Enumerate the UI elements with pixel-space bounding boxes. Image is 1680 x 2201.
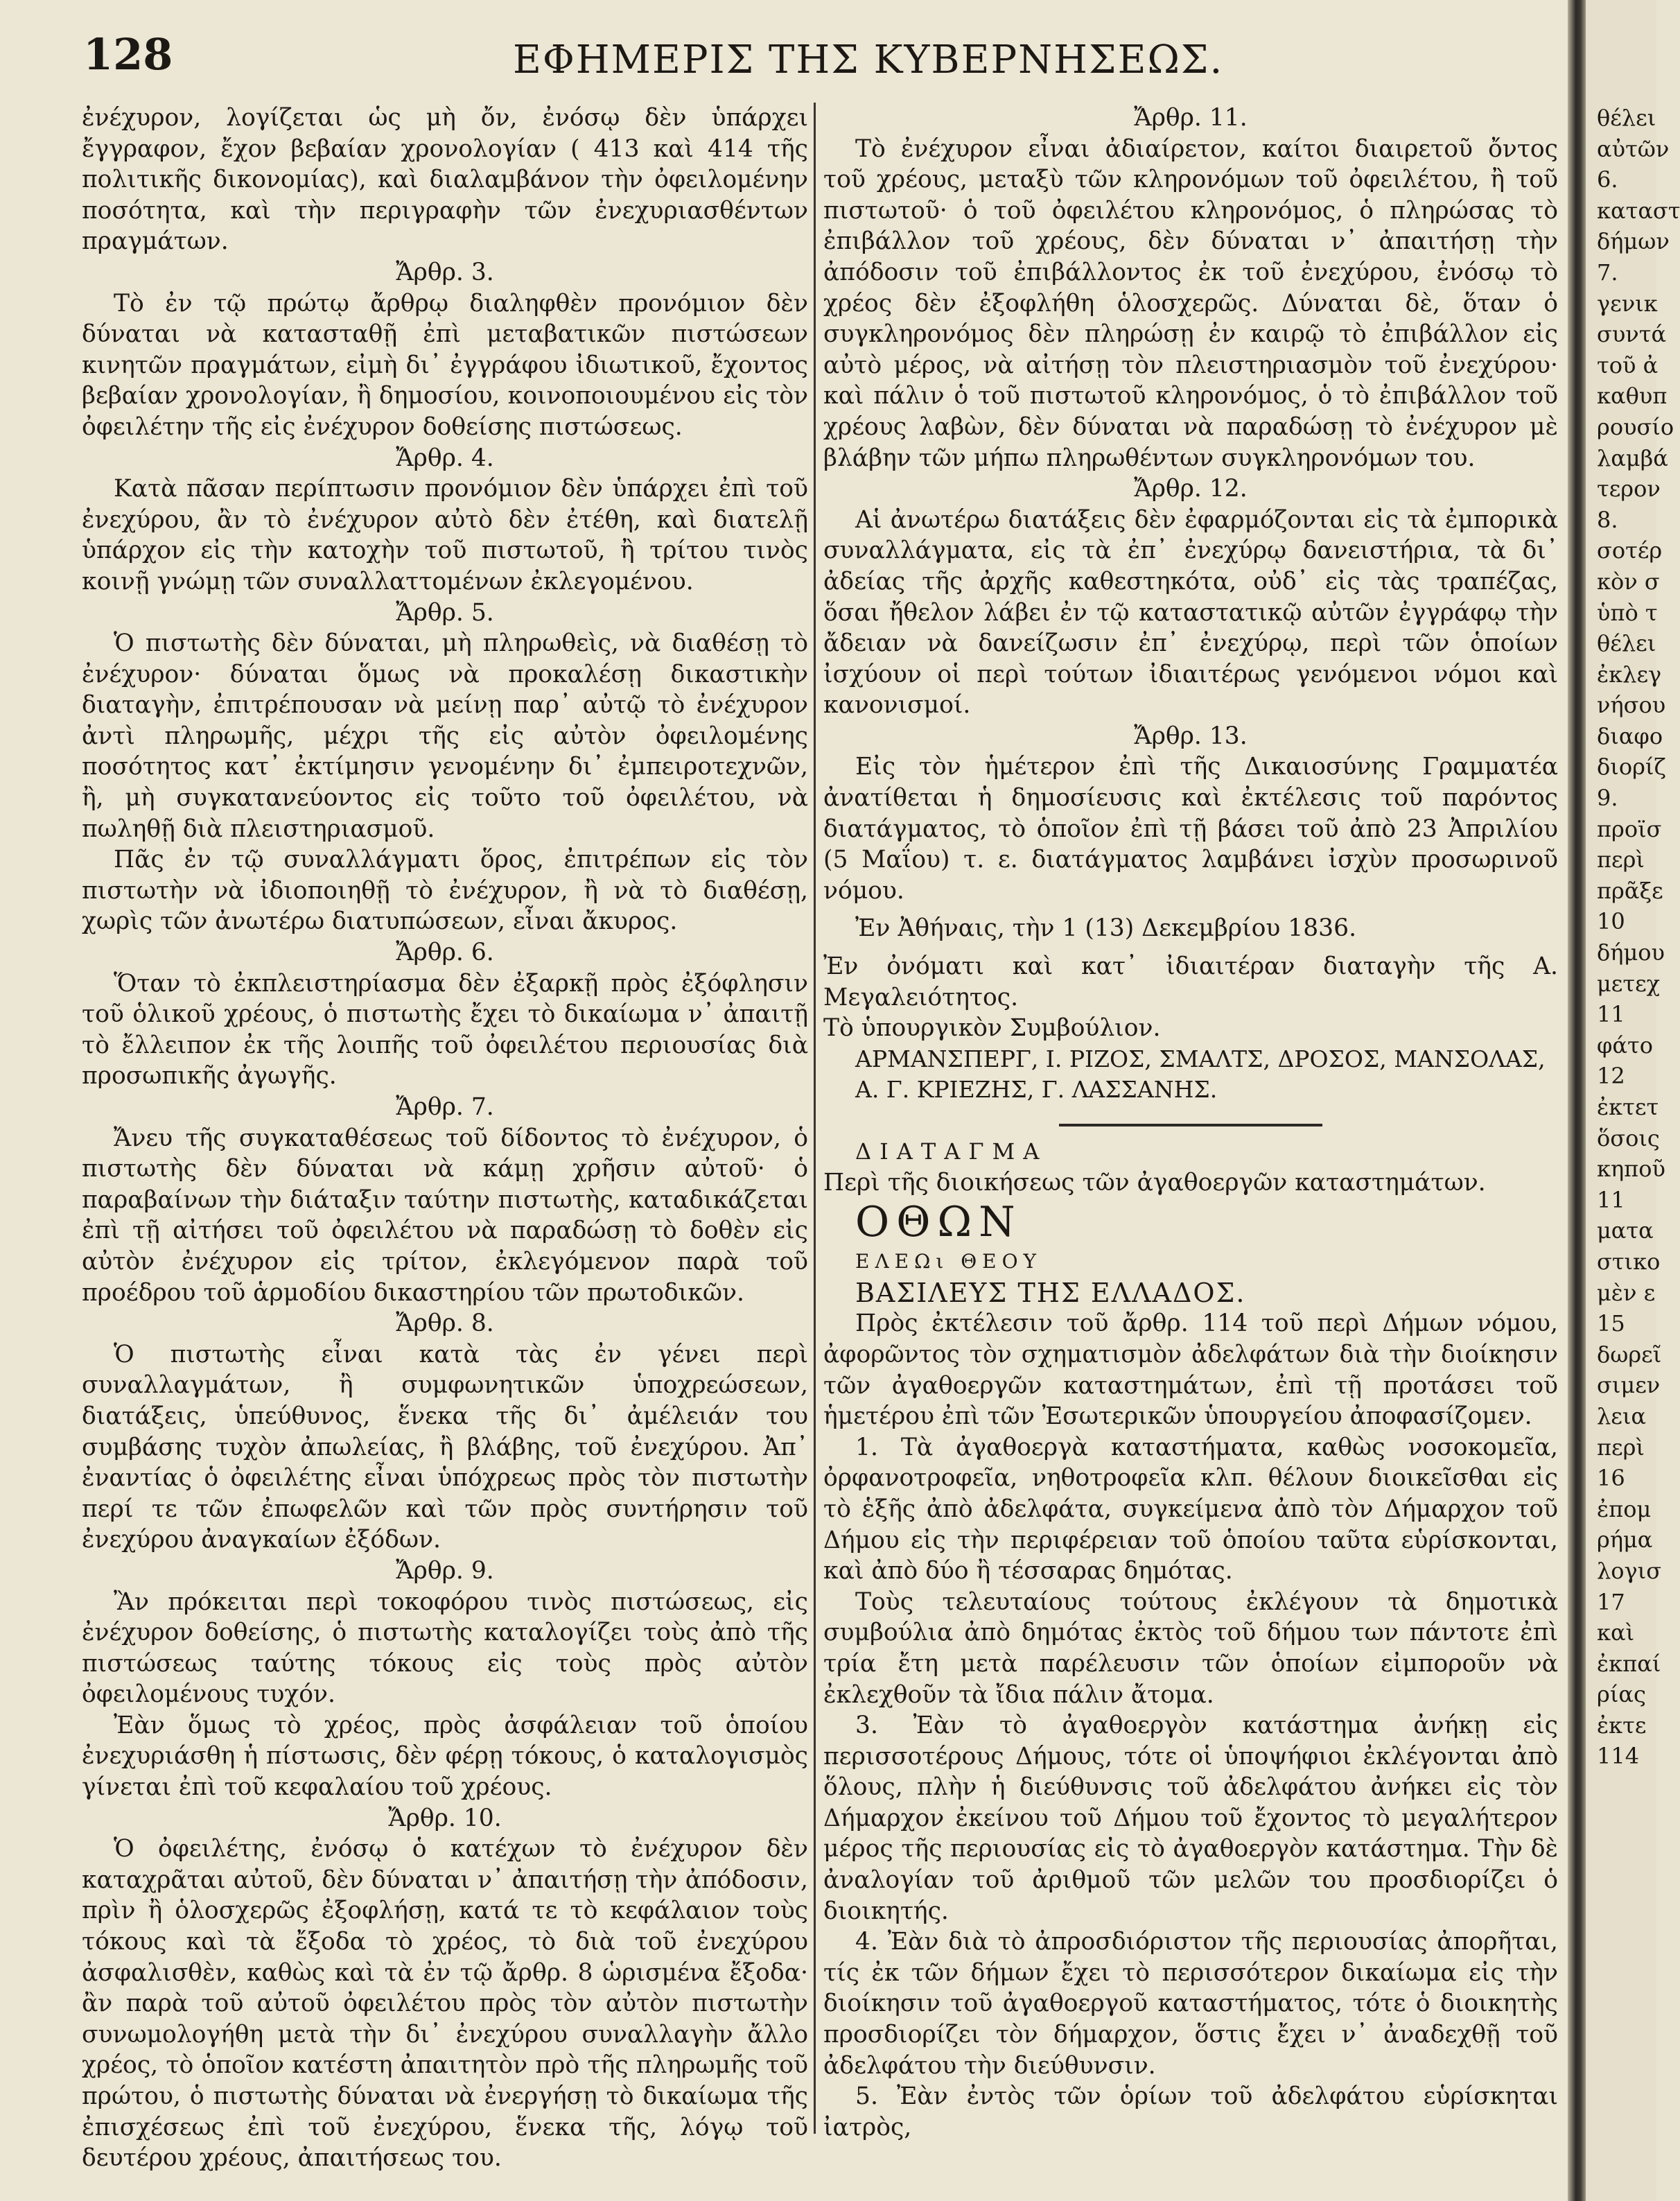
adjacent-page-line: τερον (1597, 476, 1661, 503)
decree-paragraph: Τοὺς τελευταίους τούτους ἐκλέγουν τὰ δημοτικὰ συμβούλια ἀπὸ δημότας ἐκτὸς τοῦ δήμου των πάντοτε ἐπὶ τρία ἔτη μετὰ παρέλευσιν τῶν ὁποίων εἰμποροῦν νὰ ἐκλεχθοῦν τὰ ἴδια πάλιν ἄτομα. (823, 1587, 1558, 1709)
adjacent-page-line: λογισ (1597, 1557, 1662, 1584)
adjacent-page-line: 6. (1597, 166, 1618, 193)
adjacent-page-line: 8. (1597, 506, 1618, 533)
adjacent-page-line: θέλει (1597, 630, 1656, 657)
minister-signatures-1: ΑΡΜΑΝΣΠΕΡΓ, Ι. ΡΙΖΟΣ, ΣΜΑΛΤΣ, ΔΡΟΣΟΣ, ΜΑΝΣΟΛΑΣ, (855, 1045, 1546, 1072)
book-gutter (1568, 0, 1586, 2201)
right-column (823, 103, 1558, 2143)
adjacent-page-line: ρίας (1597, 1681, 1646, 1708)
adjacent-page-line: 9. (1597, 785, 1618, 812)
adjacent-page-line: σοτέρ (1597, 537, 1663, 564)
left-column (82, 103, 808, 2174)
article-heading: Ἄρθρ. 3. (396, 258, 494, 286)
adjacent-page-line: λαμβά (1597, 444, 1668, 471)
article-text: Ἐὰν ὅμως τὸ χρέος, πρὸς ἀσφάλειαν τοῦ ὁποίου ἐνεχυριάσθη ἡ πίστωσις, δὲν φέρῃ τόκους, ὁ καταλογισμὸς γίνεται ἐπὶ τοῦ κεφαλαίου τοῦ χρέους. (82, 1711, 808, 1802)
adjacent-page-line: αὐτῶν (1597, 135, 1670, 162)
article-heading: Ἄρθρ. 4. (396, 444, 494, 472)
article-heading: Ἄρθρ. 7. (396, 1093, 494, 1121)
article-text: Ἂν πρόκειται περὶ τοκοφόρου τινὸς πιστώσεως, εἰς ἐνέχυρον δοθείσης, ὁ πιστωτὴς καταλογίζει τοὺς ἀπὸ τῆς πιστώσεως ταύτης τόκους εἰς τοὺς πρὸς αὐτὸν ὀφειλομένους τυχόν. (82, 1587, 808, 1709)
article-heading: Ἄρθρ. 6. (396, 939, 494, 967)
article-text: Ὅταν τὸ ἐκπλειστηρίασμα δὲν ἐξαρκῇ πρὸς ἐξόφλησιν τοῦ ὁλικοῦ χρέους, ὁ πιστωτὴς ἔχει τὸ δικαίωμα ν᾽ ἀπαιτῇ τὸ ἔλλειπον ἐκ τῆς λοιπῆς τοῦ ὀφειλέτου περιουσίας διὰ προσωπικῆς ἀγωγῆς. (82, 969, 808, 1090)
royal-order-line: Ἐν ὀνόματι καὶ κατ᾽ ἰδιαιτέραν διαταγὴν τῆς Α. Μεγαλειότητος. (823, 952, 1558, 1011)
column-divider (814, 103, 816, 2134)
adjacent-page-line: 114 (1597, 1743, 1640, 1770)
adjacent-page-line: φάτο (1597, 1032, 1653, 1059)
minister-signatures-2: Α. Γ. ΚΡΙΕΖΗΣ, Γ. ΛΑΣΣΑΝΗΣ. (855, 1076, 1218, 1104)
adjacent-page-line: καταστ (1597, 197, 1680, 224)
adjacent-page-line: 7. (1597, 259, 1618, 286)
article-heading: Ἄρθρ. 13. (1134, 722, 1248, 750)
adjacent-page-line: δήμων (1597, 228, 1670, 255)
adjacent-page-line: νήσου (1597, 692, 1666, 719)
decree-paragraph: 1. Τὰ ἀγαθοεργὰ καταστήματα, καθὼς νοσοκομεῖα, ὀρφανοτροφεῖα, νηθοτροφεῖα κλπ. θέλουν διοικεῖσθαι εἰς τὸ ἑξῆς ἀπὸ ἀδελφάτα, συγκείμενα ἀπὸ τὸν Δήμαρχον τοῦ Δήμου εἰς τὴν περιφέρειαν τοῦ ὁποίου ταῦτα εὑρίσκονται, καὶ ἀπὸ δύο ἢ τέσσαρας δημότας. (823, 1433, 1558, 1585)
adjacent-page-line: περὶ (1597, 1434, 1645, 1461)
decree-paragraph: 3. Ἐὰν τὸ ἀγαθοεργὸν κατάστημα ἀνήκῃ εἰς περισσοτέρους Δήμους, τότε οἱ ὑποψήφιοι ἐκλέγονται ἀπὸ ὅλους, πλὴν ἡ διεύθυνσις τοῦ ἀδελφάτου ἀνήκει εἰς τὸν Δήμαρχον ἐκείνου τοῦ Δήμου τοῦ ἔχοντος τὸ μεγαλήτερον μέρος τῆς περιουσίας εἰς τὸ ἀγαθοεργὸν κατάστημα. Τὴν δὲ ἀναλογίαν τοῦ ἀριθμοῦ τῶν μελῶν του προσδιορίζει ὁ διοικητής. (823, 1712, 1558, 1925)
decree-subject: Περὶ τῆς διοικήσεως τῶν ἀγαθοεργῶν καταστημάτων. (823, 1168, 1486, 1197)
adjacent-page-line: 12 (1597, 1063, 1625, 1090)
adjacent-page-line: στικο (1597, 1248, 1661, 1275)
article-text: Ὁ πιστωτὴς εἶναι κατὰ τὰς ἐν γένει περὶ συναλλαγμάτων, ἢ συμφωνητικῶν ὑποχρεώσεων, διατάξεις, ὑπεύθυνος, ἕνεκα τῆς δι᾽ ἀμέλειάν του συμβάσης τυχὸν ἀπωλείας, ἢ βλάβης, τοῦ ἐνεχύρου. Ἀπ᾽ ἐναντίας ὁ ὀφειλέτης εἶναι ὑπόχρεως πρὸς τὸν πιστωτὴν περί τε τῶν ἐπωφελῶν καὶ τῶν πρὸς συντήρησιν τοῦ ἐνεχύρου ἀναγκαίων ἐξόδων. (82, 1340, 808, 1554)
article-text: Πᾶς ἐν τῷ συναλλάγματι ὅρος, ἐπιτρέπων εἰς τὸν πιστωτὴν νὰ ἰδιοποιηθῇ τὸ ἐνέχυρον, ἢ νὰ τὸ διαθέσῃ, χωρὶς τῶν ἀνωτέρω διατυπώσεων, εἶναι ἄκυρος. (82, 846, 808, 936)
adjacent-page-line: ἐκτε (1597, 1712, 1647, 1739)
adjacent-page-line: 11 (1597, 1001, 1625, 1028)
adjacent-page-line: συντά (1597, 321, 1667, 348)
decree-preamble: Πρὸς ἐκτέλεσιν τοῦ ἄρθρ. 114 τοῦ περὶ Δήμων νόμου, ἀφορῶντος τὸν σχηματισμὸν ἀδελφάτων διὰ τὴν διοίκησιν τῶν ἀγαθοεργῶν καταστημάτων, ἐπὶ τῇ προτάσει τοῦ ἡμετέρου ἐπὶ τῶν Ἐσωτερικῶν ὑπουργείου ἀποφασίζομεν. (823, 1310, 1558, 1431)
article-heading: Ἄρθρ. 10. (388, 1804, 502, 1832)
adjacent-page-line: διαφο (1597, 722, 1663, 749)
adjacent-page-line: τοῦ ἀ (1597, 351, 1659, 379)
adjacent-page-line: καθυπ (1597, 383, 1668, 410)
section-separator (1059, 1124, 1322, 1126)
page-header (83, 29, 1546, 98)
adjacent-page-line: ὑπὸ τ (1597, 599, 1658, 626)
adjacent-page-line: ἐκπαί (1597, 1650, 1661, 1677)
article-heading: Ἄρθρ. 9. (396, 1556, 494, 1585)
ministerial-council: Τὸ ὑπουργικὸν Συμβούλιον. (823, 1014, 1161, 1043)
adjacent-page-line: 15 (1597, 1310, 1625, 1337)
page-number: 128 (83, 29, 173, 80)
article-text: Τὸ ἐν τῷ πρώτῳ ἄρθρῳ διαληφθὲν προνόμιον δὲν δύναται νὰ κατασταθῇ ἐπὶ μεταβατικῶν πιστώσεων κινητῶν πραγμάτων, εἰμὴ δι᾽ ἐγγράφου ἰδιωτικοῦ, ἔχοντος βεβαίαν χρονολογίαν, ἢ δημοσίου, κοινοποιουμένου εἰς τὸν ὀφειλέτην τῆς εἰς ἐνέχυρον δοθείσης πιστώσεως. (82, 289, 808, 441)
article-text: Αἱ ἀνωτέρω διατάξεις δὲν ἐφαρμόζονται εἰς τὰ ἐμπορικὰ συναλλάγματα, εἰς τὰ ἐπ᾽ ἐνεχύρῳ δανειστήρια, τὰ δι᾽ ἀδείας τῆς ἀρχῆς καθεστηκότα, οὐδ᾽ εἰς τὰς τραπέζας, ὅσαι ἤθελον λάβει ἐν τῷ καταστατικῷ αὐτῶν ἐγγράφῳ τὴν ἄδειαν νὰ δανείζωσιν ἐπ᾽ ἐνεχύρῳ, περὶ τῶν ὁποίων ἰσχύουν οἱ περὶ τούτων ἰδιαιτέρως γενόμενοι νόμοι καὶ κανονισμοί. (823, 505, 1558, 720)
article-text: Κατὰ πᾶσαν περίπτωσιν προνόμιον δὲν ὑπάρχει ἐπὶ τοῦ ἐνεχύρου, ἂν τὸ ἐνέχυρον αὐτὸ δὲν ἐτέθη, καὶ διατελῇ ὑπάρχον εἰς τὴν κατοχὴν τοῦ πιστωτοῦ, ἢ τρίτου τινὸς κοινῇ γνώμῃ τῶν συναλλαττομένων ἐκλεγομένου. (82, 475, 808, 595)
decree-paragraph: 5. Ἐὰν ἐντὸς τῶν ὁρίων τοῦ ἀδελφάτου εὑρίσκηται ἰατρὸς, (823, 2082, 1558, 2141)
article-text: ἐνέχυρον, λογίζεται ὡς μὴ ὄν, ἐνόσῳ δὲν ὑπάρχει ἔγγραφον, ἔχον βεβαίαν χρονολογίαν ( 413 καὶ 414 τῆς πολιτικῆς δικονομίας), καὶ διαλαμβάνον τὴν ὀφειλομένην ποσότητα, καὶ τὴν περιγραφὴν τῶν ἐνεχυριασθέντων πραγμάτων. (82, 104, 808, 256)
article-text: Ἄνευ τῆς συγκαταθέσεως τοῦ δίδοντος τὸ ἐνέχυρον, ὁ πιστωτὴς δὲν δύναται νὰ κάμῃ χρῆσιν αὐτοῦ· ὁ παραβαίνων τὴν διάταξιν ταύτην πιστωτὴς, καταδικάζεται ἐπὶ τῇ αἰτήσει τοῦ ὀφειλέτου νὰ παραδώσῃ τὸ δοθὲν εἰς αὐτὸν ἐνέχυρον εἰς τρίτον, ἐκλεγόμενον παρὰ τοῦ προέδρου τοῦ ἁρμοδίου δικαστηρίου τῶν πρωτοδικῶν. (82, 1124, 808, 1307)
by-grace-of-god: ΕΛΕΩι ΘΕΟΥ (855, 1250, 1042, 1273)
adjacent-page-line: περὶ (1597, 846, 1645, 873)
adjacent-page-line: 11 (1597, 1186, 1625, 1213)
article-heading: Ἄρθρ. 5. (396, 598, 494, 627)
article-text: Τὸ ἐνέχυρον εἶναι ἀδιαίρετον, καίτοι διαιρετοῦ ὄντος τοῦ χρέους, μεταξὺ τῶν κληρονόμων τοῦ ὀφειλέτου, ἢ τοῦ πιστωτοῦ· ὁ τοῦ ὀφειλέτου κληρονόμος, ὁ πληρώσας τὸ ἐπιβάλλον τοῦ χρέους, δὲν δύναται ν᾽ ἀπαιτήσῃ τὴν ἀπόδοσιν τοῦ ἐπιβάλλοντος ἐκ τοῦ ἐνεχύρου, ἐνόσῳ τὸ χρέος δὲν ἐξοφλήθη ὁλοσχερῶς. Δύναται δὲ, ὅταν ὁ συγκληρονόμος δὲν πληρώσῃ ἐν καιρῷ τὸ ἐπιβάλλον εἰς αὐτὸ μέρος, νὰ αἰτήσῃ τὸν πλειστηριασμὸν τοῦ ἐνεχύρου· καὶ πάλιν ὁ τοῦ πιστωτοῦ κληρονόμος, ὁ τὸ ἐπιβάλλον τοῦ χρέους λαβὼν, δὲν δύναται νὰ παραδώσῃ τὸ ἐνέχυρον μὲ βλάβην τῶν μήπω πληρωθέντων συγκληρονόμων του. (823, 134, 1558, 472)
king-name: ΟΘΩΝ (855, 1198, 1022, 1247)
adjacent-page-line: σιμεν (1597, 1372, 1661, 1399)
adjacent-page-line: πρᾶξε (1597, 877, 1663, 904)
article-heading: Ἄρθρ. 11. (1134, 104, 1248, 132)
adjacent-page-line: ἐκτετ (1597, 1094, 1659, 1120)
adjacent-page-line: καὶ (1597, 1619, 1635, 1646)
article-heading: Ἄρθρ. 8. (396, 1310, 494, 1338)
adjacent-page-line: ἐπομ (1597, 1495, 1652, 1522)
adjacent-page-line: λεια (1597, 1402, 1647, 1429)
king-title: ΒΑΣΙΛΕΥΣ ΤΗΣ ΕΛΛΑΔΟΣ. (855, 1277, 1246, 1308)
adjacent-page-line: 10 (1597, 908, 1625, 935)
adjacent-page-line: θέλει (1597, 105, 1656, 131)
article-text: Ὁ ὀφειλέτης, ἐνόσῳ ὁ κατέχων τὸ ἐνέχυρον δὲν καταχρᾶται αὐτοῦ, δὲν δύναται ν᾽ ἀπαιτήσῃ τὴν ἀπόδοσιν, πρὶν ἢ ὁλοσχερῶς ἐξοφλήσῃ, κατά τε τὸ κεφάλαιον τοὺς τόκους καὶ τὰ ἔξοδα τὸ χρέος, τὸ διὰ τοῦ ἐνεχύρου ἀσφαλισθὲν, καθὼς καὶ τὰ ἐν τῷ ἄρθρ. 8 ὡρισμένα ἔξοδα· ἂν παρὰ τοῦ αὐτοῦ ὀφειλέτου πρὸς τὸν αὐτὸν πιστωτὴν συνωμολογήθη μετὰ τὴν δι᾽ ἐνεχύρου συναλλαγὴν ἄλλο χρέος, τὸ ὁποῖον κατέστη ἀπαιτητὸν πρὸ τῆς πληρωμῆς τοῦ πρώτου, ὁ πιστωτὴς δύναται νὰ ἐνεργήσῃ τὸ δικαίωμα τῆς ἐπισχέσεως ἐπὶ τοῦ ἐνεχύρου, ἕνεκα τῆς, λόγῳ τοῦ δευτέρου χρέους, ἀπαιτήσεως του. (82, 1835, 808, 2173)
decree-heading: ΔΙΑΤΑΓΜΑ (855, 1138, 1048, 1165)
article-heading: Ἄρθρ. 12. (1134, 475, 1248, 503)
adjacent-page-fragment (1586, 0, 1680, 2201)
article-text: Ὁ πιστωτὴς δὲν δύναται, μὴ πληρωθεὶς, νὰ διαθέσῃ τὸ ἐνέχυρον· δύναται ὅμως νὰ προκαλέσῃ δικαστικὴν διαταγὴν, ἐπιτρέπουσαν νὰ μείνῃ παρ᾽ αὐτῷ τὸ ἐνέχυρον ἀντὶ πληρωμῆς, μέχρι τῆς εἰς αὐτὸν ὀφειλομένης ποσότητος κατ᾽ ἐκτίμησιν γενομένην δι᾽ ἐμπειροτεχνῶν, ἢ, μὴ συγκατανεύοντος εἰς τοῦτο τοῦ ὀφειλέτου, νὰ πωληθῇ διὰ πλειστηριασμοῦ. (82, 629, 808, 843)
adjacent-page-line: κὸν σ (1597, 568, 1660, 595)
article-text: Εἰς τὸν ἡμέτερον ἐπὶ τῆς Δικαιοσύνης Γραμματέα ἀνατίθεται ἡ δημοσίευσις καὶ ἐκτέλεσις τοῦ παρόντος διατάγματος, τὸ ὁποῖον ἐπὶ τῇ βάσει τοῦ ἀπὸ 23 Ἀπριλίου (5 Μαΐου) τ. ε. διατάγματος λαμβάνει ἰσχὺν προσωρινοῦ νόμου. (823, 753, 1558, 905)
adjacent-page-line: διορίζ (1597, 754, 1666, 781)
adjacent-page-line: δήμου (1597, 939, 1665, 966)
adjacent-page-line: 16 (1597, 1465, 1625, 1492)
adjacent-page-line: 17 (1597, 1588, 1625, 1615)
adjacent-page-line: ρουσίο (1597, 413, 1674, 440)
adjacent-page-line: κηποῦ (1597, 1156, 1665, 1183)
adjacent-page-line: μὲν ε (1597, 1279, 1656, 1306)
date-line: Ἐν Ἀθήναις, τὴν 1 (13) Δεκεμβρίου 1836. (855, 914, 1357, 943)
adjacent-page-line: μετεχ (1597, 970, 1661, 997)
adjacent-page-line: ρήμα (1597, 1526, 1653, 1554)
newspaper-title: ΕΦΗΜΕΡΙΣ ΤΗΣ ΚΥΒΕΡΝΗΣΕΩΣ. (513, 37, 1224, 82)
adjacent-page-line: γενικ (1597, 290, 1658, 317)
adjacent-page-line: προϊσ (1597, 815, 1662, 842)
decree-paragraph: 4. Ἐὰν διὰ τὸ ἀπροσδιόριστον τῆς περιουσίας ἀπορῆται, τίς ἐκ τῶν δήμων ἔχει τὸ περισσότερον δικαίωμα εἰς τὴν διοίκησιν τοῦ ἀγαθοεργοῦ καταστήματος, τότε ὁ διοικητὴς προσδιορίζει τὸν δήμαρχον, ὅστις ἔχει ν᾽ ἀναδεχθῇ τοῦ ἀδελφάτου τὴν διεύθυνσιν. (823, 1928, 1558, 2080)
adjacent-page-line: ματα (1597, 1217, 1654, 1244)
adjacent-page-line: δωρεῖ (1597, 1341, 1662, 1368)
adjacent-page-line: ἐκλεγ (1597, 661, 1662, 688)
adjacent-page-line: ὅσοις (1597, 1124, 1660, 1151)
